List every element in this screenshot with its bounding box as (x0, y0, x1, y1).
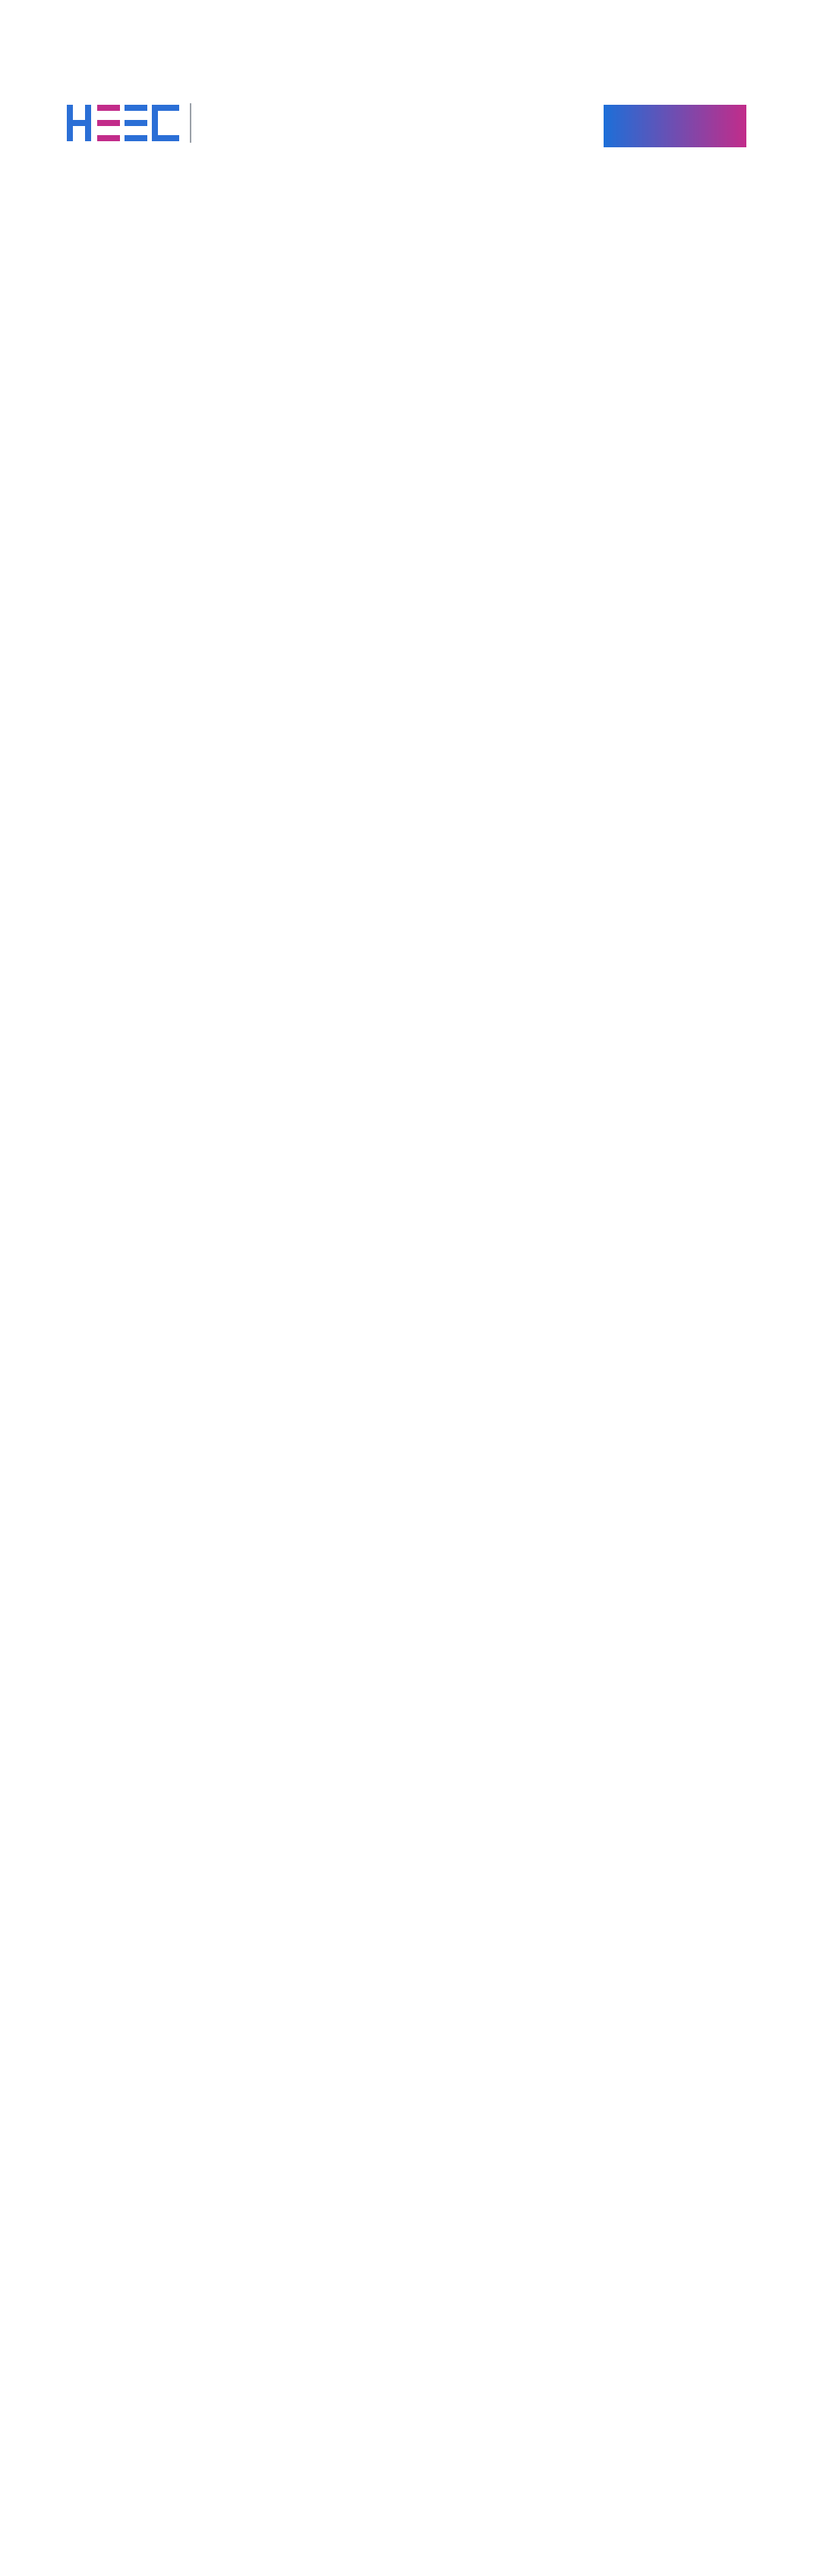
logo-divider (190, 103, 191, 143)
heec-logo (67, 105, 181, 141)
schedule-badge (604, 105, 746, 147)
page-header (0, 0, 820, 167)
